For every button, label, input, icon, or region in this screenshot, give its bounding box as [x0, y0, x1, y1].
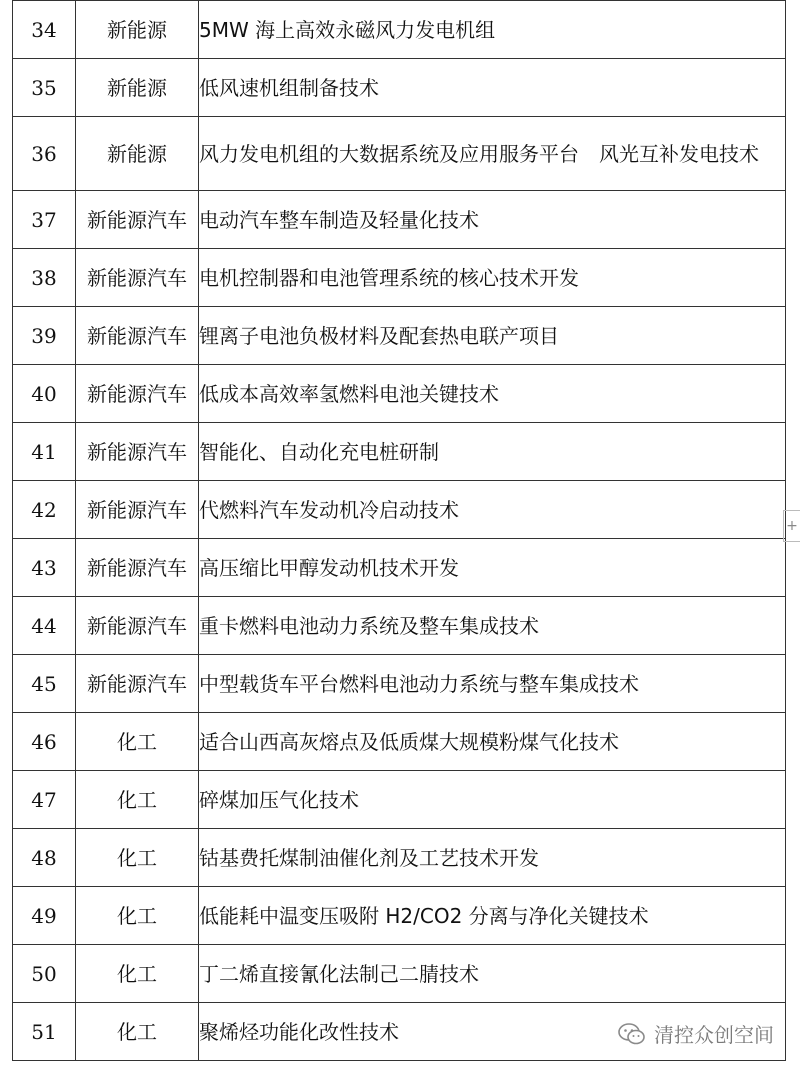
expand-handle[interactable]: + [783, 510, 800, 542]
row-description: 钴基费托煤制油催化剂及工艺技术开发 [199, 829, 786, 887]
row-description: 锂离子电池负极材料及配套热电联产项目 [199, 307, 786, 365]
row-category: 化工 [76, 771, 199, 829]
row-number: 51 [13, 1003, 76, 1061]
row-description: 电动汽车整车制造及轻量化技术 [199, 191, 786, 249]
table-row [13, 59, 786, 117]
row-category: 新能源汽车 [76, 307, 199, 365]
row-category: 新能源汽车 [76, 539, 199, 597]
row-category: 新能源汽车 [76, 597, 199, 655]
row-number: 36 [13, 117, 76, 191]
table-row [13, 713, 786, 771]
row-number: 44 [13, 597, 76, 655]
watermark-text: 清控众创空间 [654, 1023, 774, 1047]
table-row [13, 423, 786, 481]
row-category: 新能源汽车 [76, 481, 199, 539]
row-category: 新能源汽车 [76, 655, 199, 713]
row-description: 适合山西高灰熔点及低质煤大规模粉煤气化技术 [199, 713, 786, 771]
watermark [618, 1019, 774, 1048]
project-table [12, 0, 786, 1061]
row-description: 丁二烯直接氰化法制己二腈技术 [199, 945, 786, 1003]
row-description: 高压缩比甲醇发动机技术开发 [199, 539, 786, 597]
row-number: 47 [13, 771, 76, 829]
row-number: 43 [13, 539, 76, 597]
row-category: 新能源汽车 [76, 365, 199, 423]
row-category: 化工 [76, 887, 199, 945]
row-number: 45 [13, 655, 76, 713]
row-number: 37 [13, 191, 76, 249]
row-number: 40 [13, 365, 76, 423]
row-description: 低风速机组制备技术 [199, 59, 786, 117]
table-row [13, 117, 786, 191]
row-category: 化工 [76, 945, 199, 1003]
table-row [13, 945, 786, 1003]
row-description: 低成本高效率氢燃料电池关键技术 [199, 365, 786, 423]
wechat-icon [618, 1022, 646, 1046]
row-description: 5MW 海上高效永磁风力发电机组 [199, 1, 786, 59]
table-row [13, 539, 786, 597]
row-category: 新能源 [76, 59, 199, 117]
row-description: 代燃料汽车发动机冷启动技术 [199, 481, 786, 539]
row-description: 风力发电机组的大数据系统及应用服务平台 风光互补发电技术 [199, 117, 786, 191]
row-category: 化工 [76, 829, 199, 887]
table-row [13, 481, 786, 539]
table-row [13, 365, 786, 423]
row-category: 新能源 [76, 117, 199, 191]
row-number: 41 [13, 423, 76, 481]
table-row [13, 1, 786, 59]
row-number: 39 [13, 307, 76, 365]
row-number: 50 [13, 945, 76, 1003]
row-category: 新能源汽车 [76, 191, 199, 249]
row-category: 新能源汽车 [76, 249, 199, 307]
row-number: 35 [13, 59, 76, 117]
table-row [13, 597, 786, 655]
row-number: 46 [13, 713, 76, 771]
row-description: 重卡燃料电池动力系统及整车集成技术 [199, 597, 786, 655]
table-row [13, 655, 786, 713]
row-description: 碎煤加压气化技术 [199, 771, 786, 829]
table-row [13, 887, 786, 945]
table-row [13, 307, 786, 365]
row-description: 低能耗中温变压吸附 H2/CO2 分离与净化关键技术 [199, 887, 786, 945]
row-number: 38 [13, 249, 76, 307]
table-row [13, 249, 786, 307]
row-category: 化工 [76, 713, 199, 771]
row-description: 智能化、自动化充电桩研制 [199, 423, 786, 481]
row-category: 新能源 [76, 1, 199, 59]
row-description: 电机控制器和电池管理系统的核心技术开发 [199, 249, 786, 307]
row-category: 新能源汽车 [76, 423, 199, 481]
table-row [13, 771, 786, 829]
row-category: 化工 [76, 1003, 199, 1061]
table-row [13, 829, 786, 887]
row-description: 聚烯烃功能化改性技术 [199, 1003, 786, 1061]
row-description: 中型载货车平台燃料电池动力系统与整车集成技术 [199, 655, 786, 713]
row-number: 48 [13, 829, 76, 887]
row-number: 42 [13, 481, 76, 539]
table-row [13, 191, 786, 249]
row-number: 49 [13, 887, 76, 945]
row-number: 34 [13, 1, 76, 59]
